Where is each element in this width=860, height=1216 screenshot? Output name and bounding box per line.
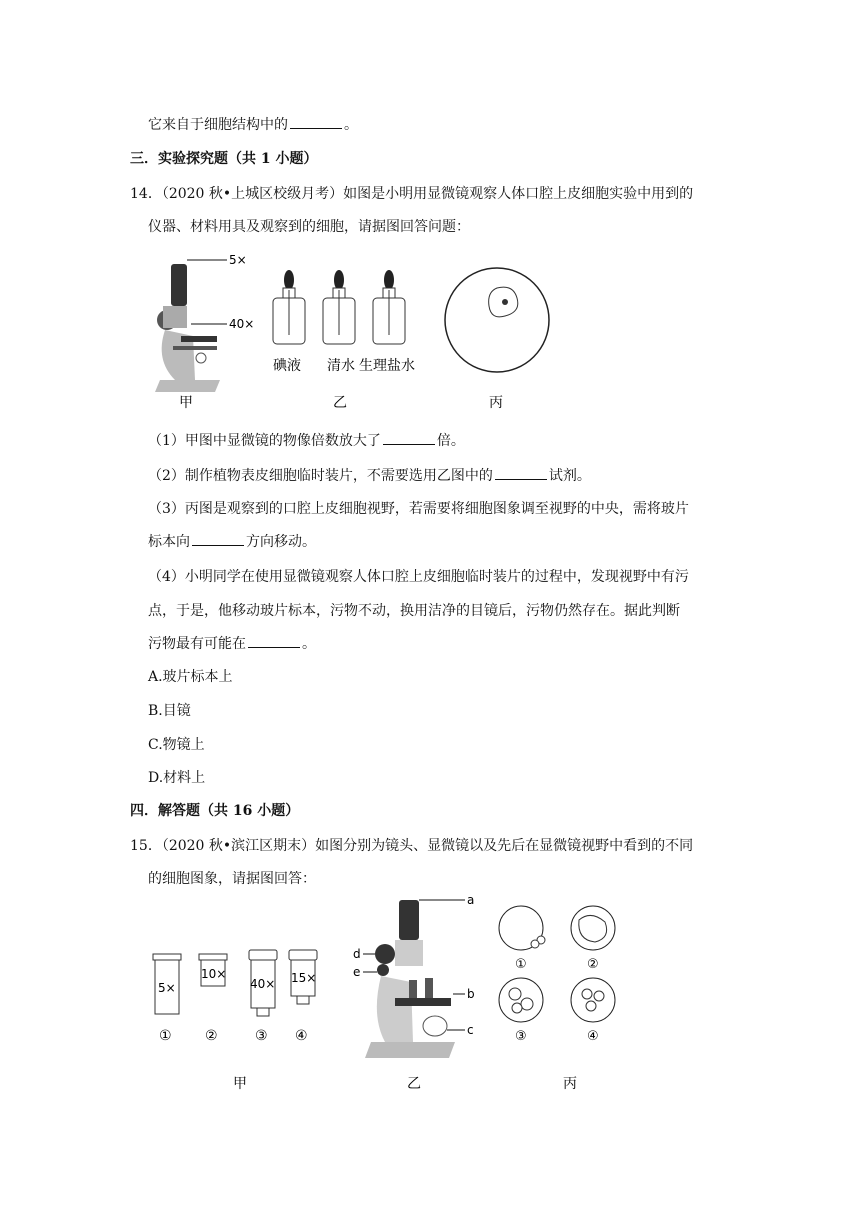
q15-stem-line1: 15．（2020 秋•滨江区期末）如图分别为镜头、显微镜以及先后在显微镜视野中看到的不同 — [130, 838, 694, 854]
bottle-label-3: 生理盐水 — [359, 358, 415, 374]
q14-part2 — [148, 465, 591, 485]
part-label-e: e — [353, 965, 361, 979]
q14-part3-text: 标本向 — [148, 534, 190, 550]
bottle-icon-3 — [373, 270, 405, 344]
field-num-1: ① — [515, 957, 527, 972]
answer-blank[interactable] — [383, 430, 435, 445]
q14-part4-line3 — [148, 633, 316, 653]
option-a[interactable]: A.玻片标本上 — [148, 669, 233, 685]
view-field-icon-3 — [499, 978, 543, 1022]
q14-part3-end: 方向移动。 — [246, 534, 316, 550]
view-field-icon — [445, 268, 549, 372]
part-label-c: c — [467, 1023, 474, 1037]
microscope-icon — [155, 260, 227, 392]
lens-label-3: 40× — [250, 977, 276, 991]
q15-stem-line2: 的细胞图象，请据图回答： — [148, 871, 316, 887]
lens-num-2: ② — [205, 1028, 218, 1044]
q14-part4-line1: （4）小明同学在使用显微镜观察人体口腔上皮细胞临时装片的过程中，发现视野中有污 — [148, 569, 689, 585]
view-field-icon-4 — [571, 978, 615, 1022]
q14-part1-text: （1）甲图中显微镜的物像倍数放大了 — [148, 433, 381, 449]
q14-part4-line2: 点，于是，他移动玻片标本，污物不动，换用洁净的目镜后，污物仍然存在。据此判断 — [148, 603, 680, 619]
answer-blank[interactable] — [495, 465, 547, 480]
top-line — [148, 114, 358, 134]
field-num-4: ④ — [587, 1029, 599, 1044]
top-line-end: 。 — [344, 117, 358, 133]
answer-blank[interactable] — [248, 633, 300, 648]
fig-yi-label-2: 乙 — [407, 1076, 421, 1092]
q14-part3-line1: （3）丙图是观察到的口腔上皮细胞视野，若需要将细胞图象调至视野的中央，需将玻片 — [148, 501, 689, 517]
q14-part4-end: 。 — [302, 636, 316, 652]
q14-part1-end: 倍。 — [436, 433, 465, 449]
view-field-icon-1 — [499, 906, 545, 950]
section-4-heading: 四．解答题（共 16 小题） — [130, 803, 300, 819]
section-3-heading: 三．实验探究题（共 1 小题） — [130, 151, 318, 167]
q14-part4-text: 污物最有可能在 — [148, 636, 246, 652]
fig-jia-label-2: 甲 — [233, 1076, 247, 1092]
lens-num-3: ③ — [255, 1028, 268, 1044]
lens-label-2: 10× — [201, 967, 227, 981]
part-label-a: a — [467, 893, 475, 907]
lens-label-4: 15× — [291, 971, 317, 985]
fig-yi-label: 乙 — [333, 395, 347, 411]
q15-figure — [145, 886, 665, 1096]
field-num-2: ② — [587, 957, 599, 972]
bottle-icon-2 — [323, 270, 355, 344]
bottle-icon-1 — [273, 270, 305, 344]
bottle-label-1: 碘液 — [273, 358, 301, 374]
option-c[interactable]: C.物镜上 — [148, 737, 205, 753]
q14-stem-line2: 仪器、材料用具及观察到的细胞，请据图回答问题： — [148, 219, 470, 235]
part-label-b: b — [467, 987, 475, 1001]
lens-num-1: ① — [159, 1028, 172, 1044]
view-field-icon-2 — [571, 906, 615, 950]
fig-bing-label-2: 丙 — [563, 1076, 577, 1092]
lens-label-1: 5× — [158, 981, 176, 995]
top-line-text: 它来自于细胞结构中的 — [148, 117, 288, 133]
fig-jia-label: 甲 — [179, 395, 193, 411]
fig-bing-label: 丙 — [489, 395, 503, 411]
lens-num-4: ④ — [295, 1028, 308, 1044]
q14-part3-line2 — [148, 531, 316, 551]
q14-figure — [145, 240, 565, 415]
q14-part2-end: 试剂。 — [548, 468, 591, 484]
bottle-label-2: 清水 — [327, 358, 355, 374]
field-num-3: ③ — [515, 1029, 527, 1044]
microscope-icon-2 — [365, 900, 455, 1058]
q14-part1 — [148, 430, 465, 450]
mag-side-label: 40× — [229, 317, 255, 331]
part-label-d: d — [353, 947, 361, 961]
mag-top-label: 5× — [229, 253, 247, 267]
answer-blank[interactable] — [192, 531, 244, 546]
q14-part2-text: （2）制作植物表皮细胞临时装片，不需要选用乙图中的 — [148, 468, 493, 484]
q14-stem-line1: 14．（2020 秋•上城区校级月考）如图是小明用显微镜观察人体口腔上皮细胞实验中用到的 — [130, 186, 694, 202]
option-b[interactable]: B.目镜 — [148, 703, 191, 719]
answer-blank[interactable] — [290, 114, 342, 129]
option-d[interactable]: D.材料上 — [148, 770, 206, 786]
